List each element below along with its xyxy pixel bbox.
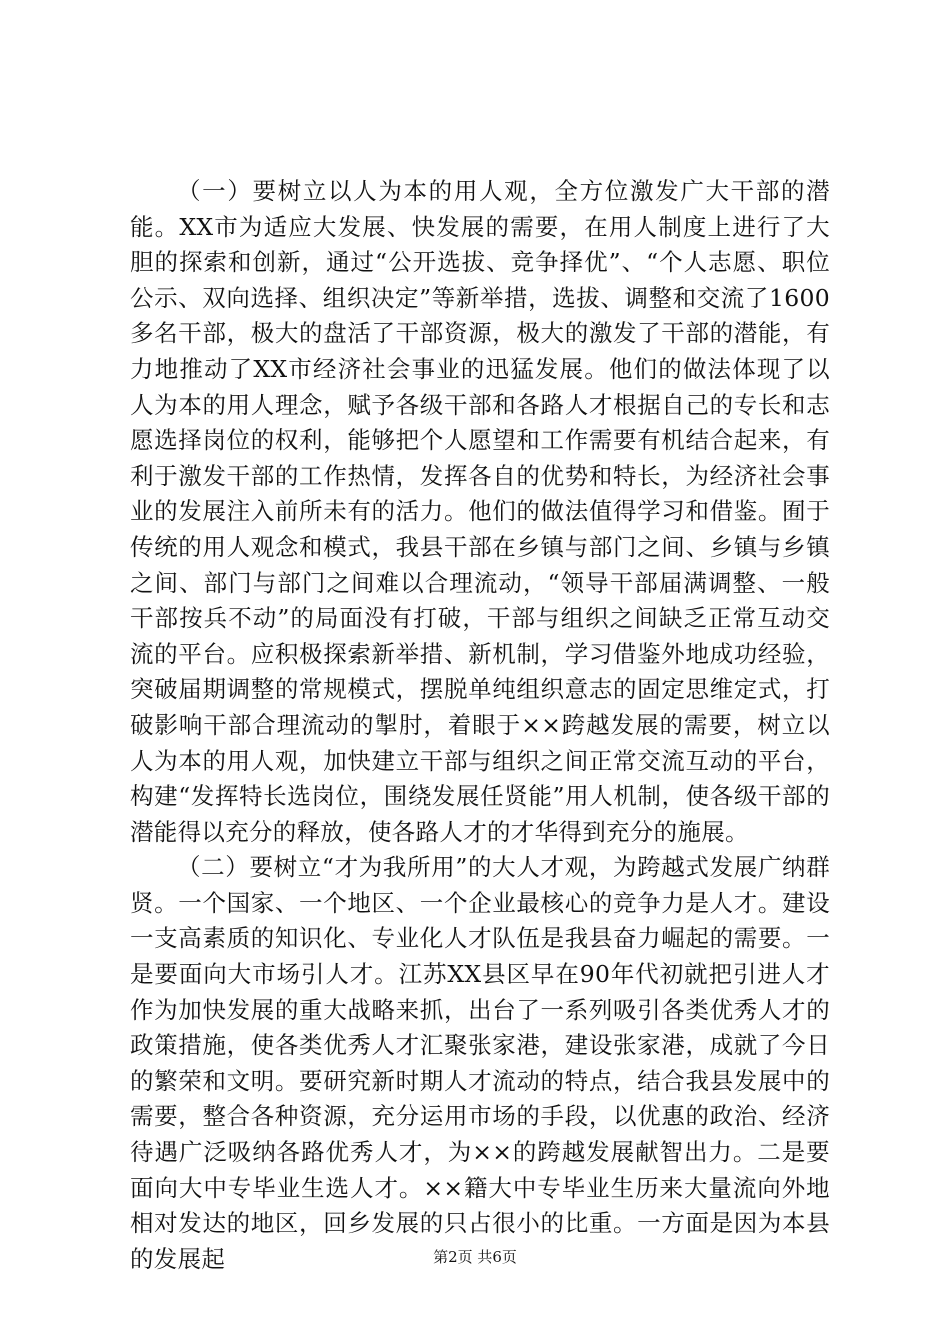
document-body — [130, 174, 830, 1277]
paragraph-2: （二）要树立“才为我所用”的大人才观，为跨越式发展广纳群贤。一个国家、一个地区、一个企业最核心的竞争力是人才。建设一支高素质的知识化、专业化人才队伍是我县奋力崛起的需要。一是要面向大市场引人才。江苏XX县区早在90年代初就把引进人才作为加快发展的重大战略来抓，出台了一系列吸引各类优秀人才的政策措施，使各类优秀人才汇聚张家港，建设张家港，成就了今日的繁荣和文明。要研究新时期人才流动的特点，结合我县发展中的需要，整合各种资源，充分运用市场的手段，以优惠的政治、经济待遇广泛吸纳各路优秀人才，为××的跨越发展献智出力。二是要面向大中专毕业生选人才。××籍大中专毕业生历来大量流向外地相对发达的地区，回乡发展的只占很小的比重。一方面是因为本县的发展起 — [130, 853, 830, 1273]
page-number-footer: 第2页 共6页 — [433, 1248, 517, 1266]
paragraph-1: （一）要树立以人为本的用人观，全方位激发广大干部的潜能。XX市为适应大发展、快发展的需要，在用人制度上进行了大胆的探索和创新，通过“公开选拔、竞争择优”、“个人志愿、职位公示、双向选择、组织决定”等新举措，选拔、调整和交流了1600多名干部，极大的盘活了干部资源，极大的激发了干部的潜能，有力地推动了XX市经济社会事业的迅猛发展。他们的做法体现了以人为本的用人理念，赋予各级干部和各路人才根据自己的专长和志愿选择岗位的权利，能够把个人愿望和工作需要有机结合起来，有利于激发干部的工作热情，发挥各自的优势和特长，为经济社会事业的发展注入前所未有的活力。他们的做法值得学习和借鉴。囿于传统的用人观念和模式，我县干部在乡镇与部门之间、乡镇与乡镇之间、部门与部门之间难以合理流动，“领导干部届满调整、一般干部按兵不动”的局面没有打破，干部与组织之间缺乏正常互动交流的平台。应积极探索新举措、新机制，学习借鉴外地成功经验，突破届期调整的常规模式，摆脱单纯组织意志的固定思维定式，打破影响干部合理流动的掣肘，着眼于××跨越发展的需要，树立以人为本的用人观，加快建立干部与组织之间正常交流互动的平台，构建“发挥特长选岗位，围绕发展任贤能”用人机制，使各级干部的潜能得以充分的释放，使各路人才的才华得到充分的施展。 — [130, 177, 830, 846]
